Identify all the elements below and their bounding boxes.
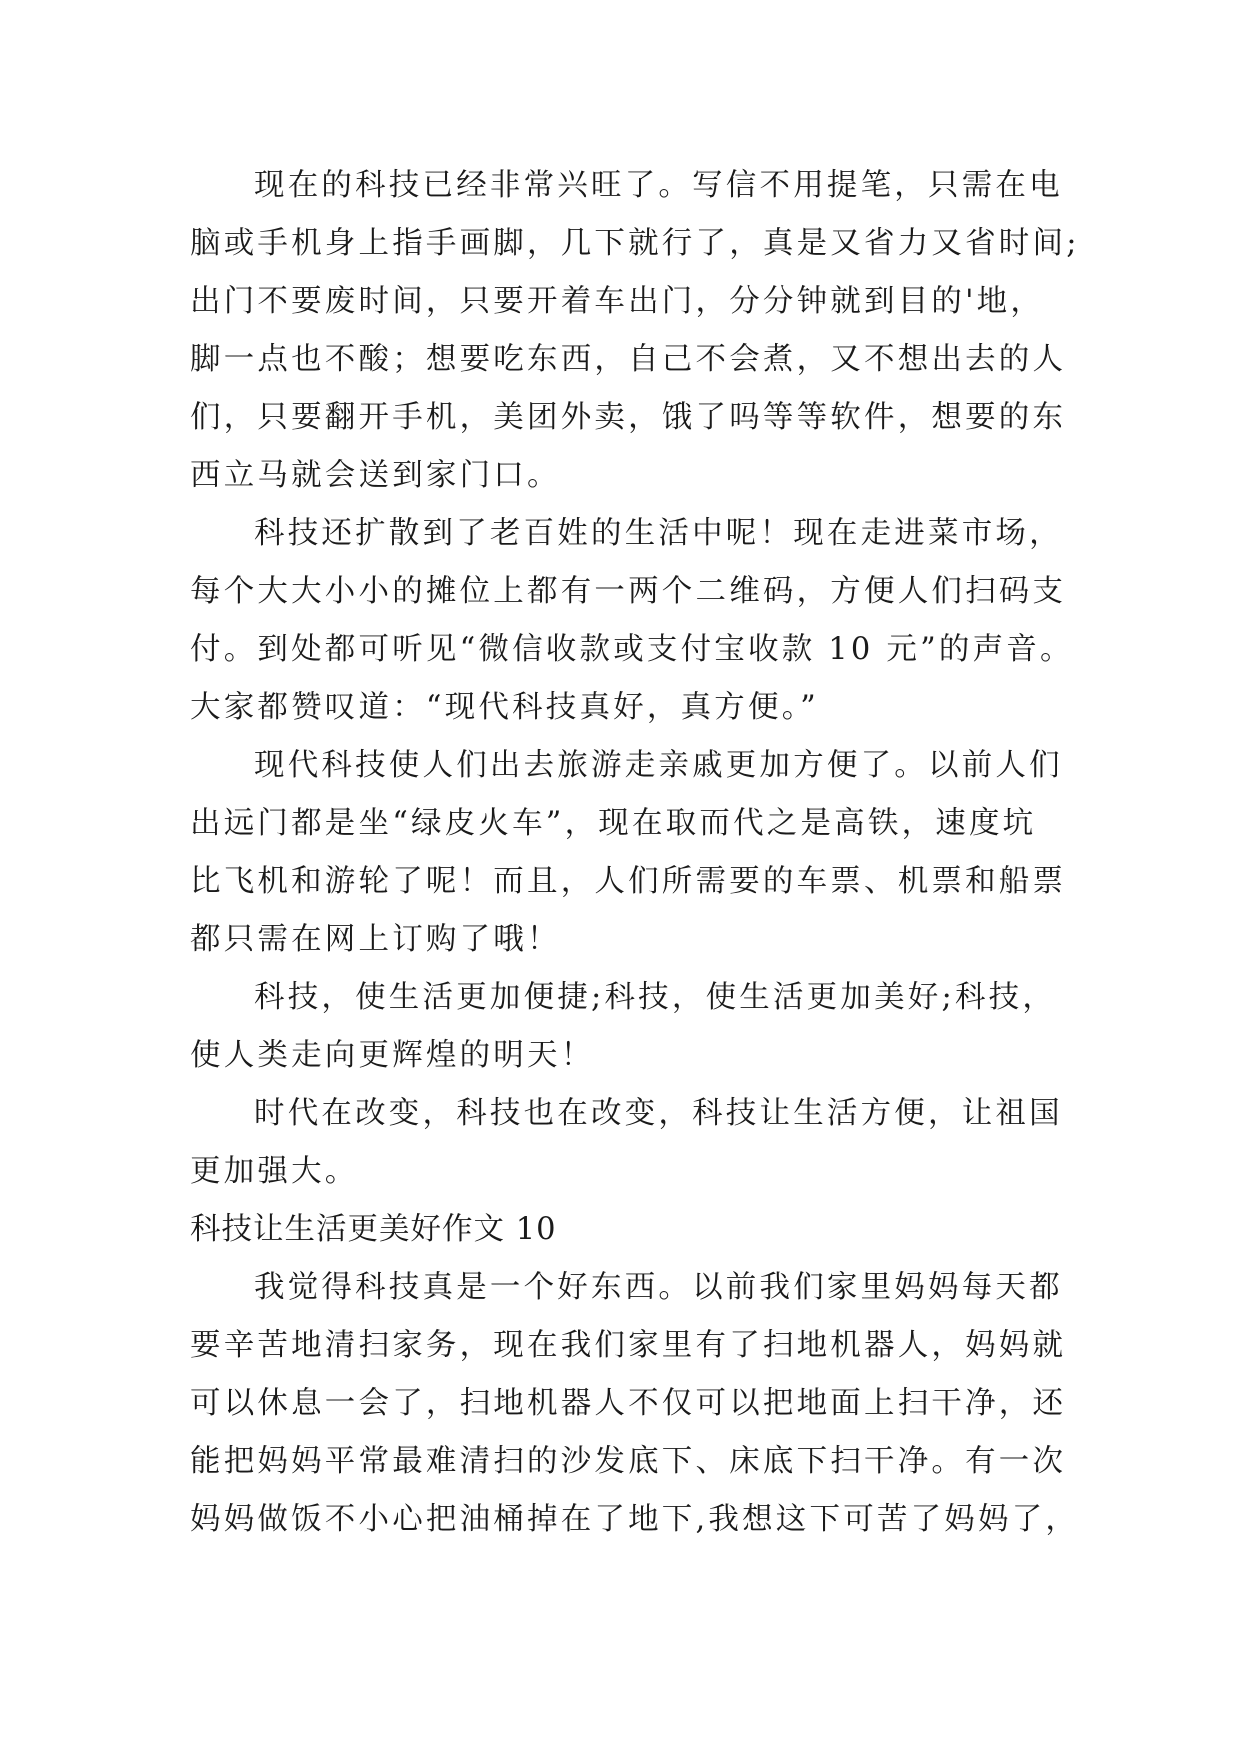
text-line: 要辛苦地清扫家务，现在我们家里有了扫地机器人，妈妈就 (190, 1328, 1067, 1363)
text-line: 使人类走向更辉煌的明天！ (190, 1038, 595, 1073)
text-line: 妈妈做饭不小心把油桶掉在了地下,我想这下可苦了妈妈了， (190, 1502, 1080, 1537)
text-line: 科技，使生活更加便捷;科技，使生活更加美好;科技， (254, 980, 1057, 1015)
text-line: 脚一点也不酸；想要吃东西，自己不会煮，又不想出去的人 (190, 342, 1067, 377)
text-line: 每个大大小小的摊位上都有一两个二维码，方便人们扫码支 (190, 574, 1067, 609)
text-line: 出远门都是坐“绿皮火车”，现在取而代之是高铁，速度坑 (190, 806, 1037, 841)
text-line: 大家都赞叹道：“现代科技真好，真方便。” (190, 690, 819, 725)
text-line: 付。到处都可听见“微信收款或支付宝收款 10 元”的声音。 (190, 632, 1074, 667)
text-line: 能把妈妈平常最难清扫的沙发底下、床底下扫干净。有一次 (190, 1444, 1067, 1479)
text-line: 现在的科技已经非常兴旺了。写信不用提笔，只需在电 (254, 168, 1063, 203)
text-line: 更加强大。 (190, 1154, 359, 1189)
text-line: 可以休息一会了，扫地机器人不仅可以把地面上扫干净，还 (190, 1386, 1067, 1421)
text-line: 我觉得科技真是一个好东西。以前我们家里妈妈每天都 (254, 1270, 1063, 1305)
text-line: 时代在改变，科技也在改变，科技让生活方便，让祖国 (254, 1096, 1063, 1131)
document-body (190, 157, 1080, 1549)
text-line: 现代科技使人们出去旅游走亲戚更加方便了。以前人们 (254, 748, 1063, 783)
text-line: 出门不要废时间，只要开着车出门，分分钟就到目的'地， (190, 284, 1045, 319)
text-line: 科技还扩散到了老百姓的生活中呢！现在走进菜市场， (254, 516, 1063, 551)
text-line: 脑或手机身上指手画脚，几下就行了，真是又省力又省时间; (190, 226, 1080, 261)
text-line: 西立马就会送到家门口。 (190, 458, 561, 493)
text-line: 都只需在网上订购了哦！ (190, 922, 561, 957)
text-line: 们，只要翻开手机，美团外卖，饿了吗等等软件，想要的东 (190, 400, 1067, 435)
text-line: 比飞机和游轮了呢！而且，人们所需要的车票、机票和船票 (190, 864, 1067, 899)
section-title: 科技让生活更美好作文 10 (190, 1212, 557, 1247)
